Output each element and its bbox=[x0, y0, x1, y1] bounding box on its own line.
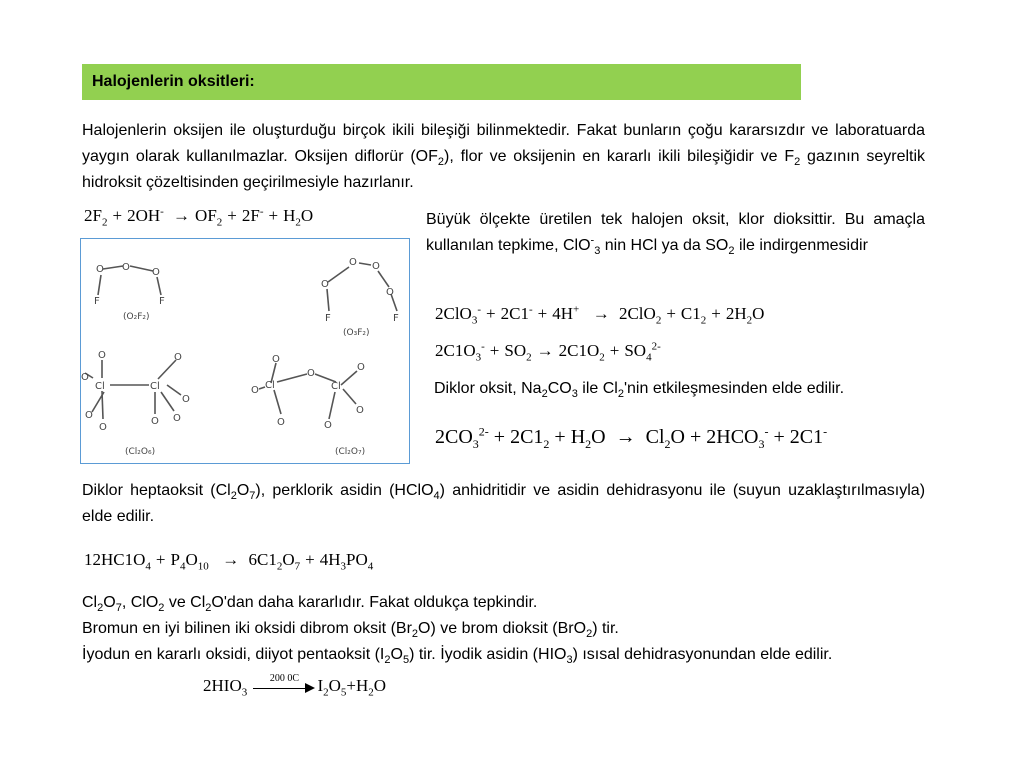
summary-paragraph: $Cl_2O_7$, ClO$_2$ ve $Cl_2O'dan$ daha kararlıdır. Fakat oldukça tepkindir. Bromun en iyi bilinen iki oksidi dibrom oksit $(Br_2O)$ ve brom dioksit (BrO$_2$) tir. İyodun en kararlı oksidi, diiyot pentaoksit $(I_2O_5)$ tir. İyodik asidin $(HIO_3)$ ısısal dehidrasyonundan elde edilir. bbox=[82, 594, 833, 667]
svg-text:O: O bbox=[81, 372, 89, 383]
o3f2-caption: (O₃F₂) bbox=[343, 328, 370, 338]
o2f2-caption: (O₂F₂) bbox=[123, 312, 150, 322]
svg-text:O: O bbox=[152, 267, 160, 278]
svg-text:O: O bbox=[96, 264, 104, 275]
svg-text:O: O bbox=[98, 350, 106, 361]
clo2-paragraph: Büyük ölçekte üretilen tek halojen oksit, klor dioksittir. Bu amaçla kullanılan tepkime, ClO-$_3$ nin HCl ya da $SO_2$ ile indirgenmesidir bbox=[426, 211, 925, 258]
svg-text:F: F bbox=[94, 296, 100, 307]
cl2o7-caption: (Cl₂O₇) bbox=[335, 447, 366, 457]
cl2o6-caption: (Cl₂O₆) bbox=[125, 447, 156, 457]
svg-text:O: O bbox=[324, 420, 332, 431]
heating-arrow: 200 0C bbox=[253, 677, 315, 697]
cl2o7-paragraph: Diklor heptaoksit $(Cl_2O_7)$, perklorik asidin (HClO$_4$) anhidritidir ve asidin dehidrasyonu ile (suyun uzaklaştırılmasıyla) elde edilir. bbox=[82, 482, 926, 525]
svg-text:Cl: Cl bbox=[150, 381, 160, 392]
oxide-structures-figure bbox=[80, 238, 410, 464]
svg-text:O: O bbox=[272, 354, 280, 365]
svg-text:Cl: Cl bbox=[265, 380, 275, 391]
equation-cl2o: $2CO_3^{2-} + 2C1_2 + H_2O \to Cl_2O + 2HCO_3^- + 2C1^-$ bbox=[435, 424, 828, 451]
svg-text:O: O bbox=[151, 416, 159, 427]
section-header bbox=[82, 64, 801, 100]
equation-clo2-hcl: $2ClO_3^- + 2C1^- + 4H^+ \to 2ClO_2 + C1_2 + 2H_2O$ bbox=[435, 303, 765, 327]
svg-text:O: O bbox=[372, 261, 380, 272]
svg-text:F: F bbox=[393, 313, 399, 324]
svg-text:O: O bbox=[356, 405, 364, 416]
svg-text:O: O bbox=[182, 394, 190, 405]
svg-text:F: F bbox=[325, 313, 331, 324]
svg-text:O: O bbox=[386, 287, 394, 298]
equation-i2o5: $2HIO_3$ 200 0C $I_2O_5+H_2O$ bbox=[203, 673, 387, 699]
equation-cl2o7: $12HC1O_4 + P_4O_{10} \to 6C1_2O_7 + 4H_3PO_4$ bbox=[84, 550, 374, 573]
svg-text:O: O bbox=[307, 368, 315, 379]
equation-clo2-so2: $2C1O_3^- + SO_2 \to 2C1O_2 + SO_4^{2-}$ bbox=[435, 340, 661, 364]
svg-text:O: O bbox=[349, 257, 357, 268]
svg-text:O: O bbox=[122, 262, 130, 273]
svg-text:O: O bbox=[277, 417, 285, 428]
svg-text:O: O bbox=[251, 385, 259, 396]
svg-text:O: O bbox=[173, 413, 181, 424]
svg-text:O: O bbox=[85, 410, 93, 421]
equation-of2: $2F_2 + 2OH^- \to OF_2 + 2F^- + H_2O$ bbox=[84, 205, 314, 229]
svg-text:F: F bbox=[159, 296, 165, 307]
svg-text:Cl: Cl bbox=[331, 381, 341, 392]
cl2o-paragraph: Diklor oksit, $Na_2CO_3$ ile $Cl_2'nin$ etkileşmesinden elde edilir. bbox=[434, 380, 845, 401]
section-title: Halojenlerin oksitleri: bbox=[92, 73, 255, 90]
svg-text:Cl: Cl bbox=[95, 381, 105, 392]
svg-text:O: O bbox=[357, 362, 365, 373]
svg-text:O: O bbox=[174, 352, 182, 363]
svg-text:O: O bbox=[321, 279, 329, 290]
intro-paragraph: Halojenlerin oksijen ile oluşturduğu birçok ikili bileşiği bilinmektedir. Fakat bunların çoğu kararsızdır ve laboratuarda yaygın olarak kullanılmazlar. Oksijen diflorür $(OF_2)$, flor ve oksijenin en kararlı ikili bileşiğidir ve $F_2$ gazının seyreltik hidroksit çözeltisinden geçirilmesiyle hazırlanır. bbox=[82, 122, 926, 191]
svg-text:O: O bbox=[99, 422, 107, 433]
